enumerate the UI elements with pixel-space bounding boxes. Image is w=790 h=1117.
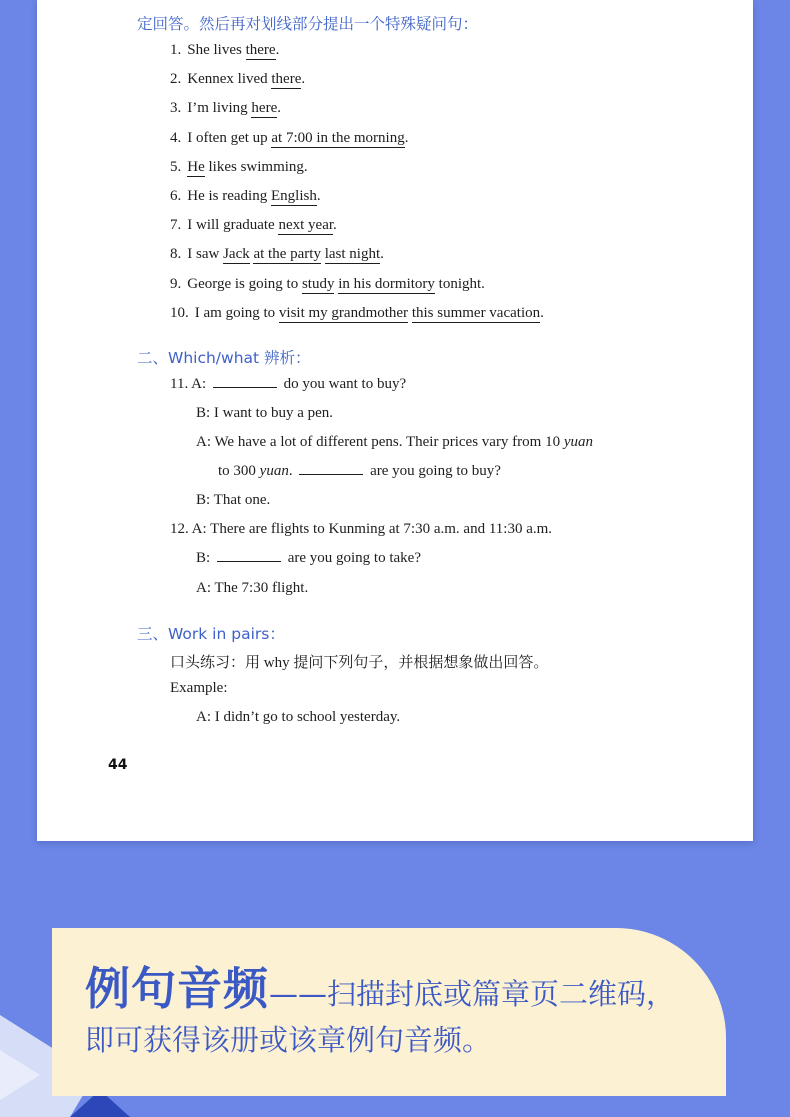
underlined-phrase: in his dormitory [338, 275, 435, 292]
underlined-phrase: there [245, 42, 276, 58]
underlined-phrase: this summer vacation [411, 304, 541, 321]
item-number: 9. [170, 275, 182, 292]
exercise-instruction: 定回答。然后再对划线部分提出一个特殊疑问句： [137, 15, 479, 33]
item-number: 10. [170, 304, 189, 321]
item-text: George is going to [187, 275, 302, 292]
q11-line-a2 [196, 434, 593, 451]
answer-blank [213, 386, 277, 388]
underlined-phrase: study [301, 275, 335, 292]
section-3-instruction: 口头练习：用 why 提问下列句子，并根据想象做出回答。 [170, 655, 549, 671]
item-text: . [277, 100, 281, 117]
underlined-phrase: at the party [253, 246, 321, 263]
item-number: 4. [170, 129, 182, 146]
list-item [170, 71, 305, 88]
item-text: . [301, 71, 306, 88]
underlined-phrase: He [187, 158, 205, 175]
list-item [170, 188, 321, 205]
period: . [288, 463, 293, 479]
cut-off-text-line [185, 0, 565, 3]
item-text: . [275, 42, 280, 58]
item-text: He is reading [187, 188, 271, 204]
item-text: I saw [187, 246, 224, 263]
item-number: 3. [170, 100, 182, 117]
item-text: She lives [187, 42, 246, 58]
item-text: . [333, 217, 337, 234]
item-text: I will graduate [187, 217, 279, 234]
underlined-phrase: there [271, 71, 302, 88]
answer-blank [217, 560, 281, 562]
item-text: I often get up [187, 129, 272, 146]
q12-line-b1 [196, 550, 421, 567]
item-number: 6. [170, 188, 182, 204]
underlined-phrase: English [270, 188, 317, 204]
q12-line-a2: A: The 7:30 flight. [196, 580, 309, 596]
q11-line-b1: B: I want to buy a pen. [196, 405, 334, 421]
item-text: likes swimming. [204, 158, 308, 175]
item-text: Kennex lived [187, 71, 272, 88]
list-item [170, 100, 281, 117]
item-text: . [316, 188, 321, 204]
q12-b-label: B: [196, 550, 211, 566]
item-text: . [380, 246, 384, 263]
list-item [170, 159, 308, 176]
q11-label: 11. A: [170, 376, 207, 392]
section-3-heading: 三、Work in pairs： [137, 625, 285, 643]
textbook-page [37, 0, 753, 841]
underlined-phrase: here [251, 100, 278, 117]
item-number: 7. [170, 217, 182, 234]
item-number: 2. [170, 71, 182, 88]
example-label: Example: [170, 680, 228, 696]
item-number: 8. [170, 246, 182, 263]
item-text: I’m living [187, 100, 252, 117]
yuan-word: yuan [563, 434, 594, 450]
banner-title-main: 例句音频 [85, 962, 270, 1015]
banner-title [85, 952, 675, 1017]
item-text: I am going to [194, 304, 279, 321]
list-item [170, 42, 279, 59]
q11-a3-pre: to 300 [218, 463, 260, 479]
list-item [170, 276, 485, 293]
banner-subtitle: 即可获得该册或该章例句音频。 [85, 1023, 492, 1057]
answer-blank [299, 473, 363, 475]
underlined-phrase: Jack [223, 246, 250, 263]
item-number: 1. [170, 42, 182, 58]
q12-line-a1: 12. A: There are flights to Kunming at 7:30 a.m. and 11:30 a.m. [170, 521, 553, 537]
yuan-word: yuan [259, 463, 289, 479]
list-item [170, 130, 408, 147]
q11-line-b2: B: That one. [196, 492, 271, 508]
banner-title-rest: ——扫描封底或篇章页二维码， [269, 977, 676, 1011]
item-text: . [540, 304, 544, 321]
q12-b-text: are you going to take? [287, 550, 421, 566]
q11-a2-text: A: We have a lot of different pens. Their prices vary from 10 [196, 434, 564, 450]
page-number: 44 [108, 757, 128, 773]
underlined-phrase: at 7:00 in the morning [271, 129, 405, 146]
item-number: 5. [170, 158, 182, 175]
underlined-phrase: last night [324, 246, 381, 263]
q11-text: do you want to buy? [283, 376, 407, 392]
section-2-heading: 二、Which/what 辨析： [137, 349, 311, 367]
list-item [170, 305, 544, 322]
list-item [170, 246, 384, 263]
example-line: A: I didn’t go to school yesterday. [196, 709, 401, 725]
underlined-phrase: next year [278, 217, 334, 234]
q11-a3-post: are you going to buy? [370, 463, 501, 479]
list-item [170, 217, 337, 234]
item-text: . [404, 129, 409, 146]
q11-line-a1 [170, 376, 406, 393]
underlined-phrase: visit my grandmother [278, 304, 409, 321]
item-text: tonight. [434, 275, 485, 292]
q11-line-a3 [218, 463, 501, 480]
